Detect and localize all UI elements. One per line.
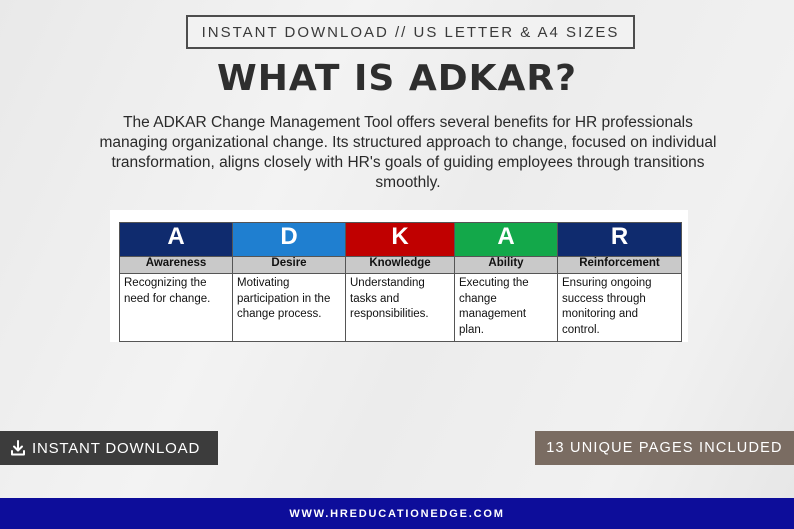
letter-cell-ability: A: [455, 223, 558, 257]
letter-cell-knowledge: K: [346, 223, 455, 257]
footer-bar: [0, 498, 794, 529]
instant-download-button[interactable]: [0, 431, 218, 465]
desc-cell-awareness: Recognizing the need for change.: [120, 274, 233, 342]
description-text: The ADKAR Change Management Tool offers several benefits for HR professionals managing organizational change. Its structured approach to change, focused on individual transformation, aligns closely with HR's goals of guiding employees through transitions smoothly.: [99, 114, 717, 191]
letter-cell-desire: D: [233, 223, 346, 257]
page-title: WHAT IS ADKAR?: [217, 58, 577, 99]
desc-cell-desire: Motivating participation in the change process.: [233, 274, 346, 342]
website-link[interactable]: WWW.HREDUCATIONEDGE.COM: [289, 507, 505, 520]
instant-download-label: INSTANT DOWNLOAD: [32, 439, 201, 457]
label-cell-reinforcement: Reinforcement: [558, 257, 682, 274]
label-cell-knowledge: Knowledge: [346, 257, 455, 274]
desc-cell-knowledge: Understanding tasks and responsibilities.: [346, 274, 455, 342]
label-cell-awareness: Awareness: [120, 257, 233, 274]
adkar-table: [119, 222, 682, 342]
adkar-table-image: [110, 210, 688, 342]
label-cell-ability: Ability: [455, 257, 558, 274]
label-cell-desire: Desire: [233, 257, 346, 274]
desc-cell-ability: Executing the change management plan.: [455, 274, 558, 342]
letter-cell-reinforcement: R: [558, 223, 682, 257]
format-badge: [186, 15, 635, 49]
download-icon: [10, 440, 26, 456]
pages-included-label: 13 UNIQUE PAGES INCLUDED: [546, 440, 783, 456]
desc-cell-reinforcement: Ensuring ongoing success through monitoring and control.: [558, 274, 682, 342]
letter-cell-awareness: A: [120, 223, 233, 257]
pages-included-badge: [535, 431, 794, 465]
format-badge-text: INSTANT DOWNLOAD // US LETTER & A4 SIZES: [201, 23, 620, 41]
